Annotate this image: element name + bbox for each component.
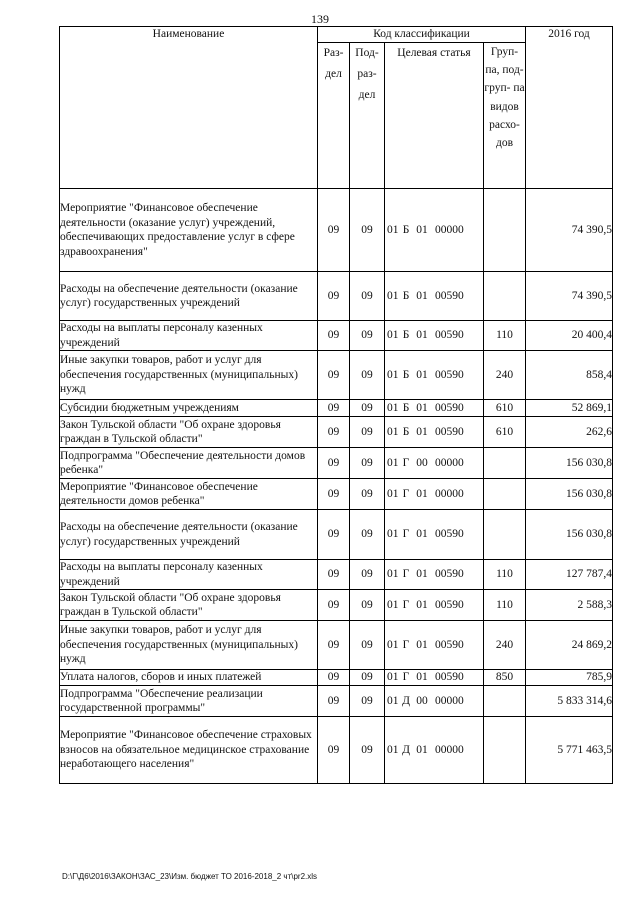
row-section: 09 <box>318 621 350 670</box>
row-section: 09 <box>318 510 350 560</box>
row-group: 850 <box>484 670 526 686</box>
budget-table <box>59 26 613 784</box>
target-direction: 00000 <box>435 694 464 707</box>
row-target <box>385 351 484 400</box>
target-subprogram: Д <box>402 694 410 707</box>
file-path-footer: D:\Г\Д6\2016\ЗАКОН\ЗАС_23\Изм. бюджет ТО 2016-2018_2 чт\pr2.xls <box>62 872 318 881</box>
row-target <box>385 448 484 479</box>
row-group <box>484 448 526 479</box>
header-target: Целевая статья <box>385 43 484 189</box>
target-program: 01 <box>387 425 399 438</box>
row-amount: 2 588,3 <box>526 590 613 621</box>
target-subprogram: Б <box>402 223 410 236</box>
row-target <box>385 400 484 417</box>
row-subsection: 09 <box>350 590 385 621</box>
target-event: 01 <box>416 568 428 581</box>
target-direction: 00590 <box>435 638 464 651</box>
row-name: Подпрограмма "Обеспечение реализации государственной программы" <box>60 686 318 717</box>
row-group <box>484 272 526 321</box>
table-row <box>60 321 613 351</box>
row-subsection: 09 <box>350 189 385 272</box>
row-section: 09 <box>318 417 350 448</box>
table-row <box>60 189 613 272</box>
target-program: 01 <box>387 568 399 581</box>
row-amount: 74 390,5 <box>526 189 613 272</box>
target-direction: 00590 <box>435 425 464 438</box>
target-program: 01 <box>387 528 399 541</box>
target-program: 01 <box>387 638 399 651</box>
header-name: Наименование <box>60 27 318 189</box>
header-subsection: Под- раз- дел <box>350 43 385 189</box>
row-amount: 24 869,2 <box>526 621 613 670</box>
row-target <box>385 272 484 321</box>
row-amount: 5 771 463,5 <box>526 717 613 784</box>
table-row <box>60 417 613 448</box>
target-event: 01 <box>416 671 428 684</box>
header-classification: Код классификации <box>318 27 526 43</box>
target-program: 01 <box>387 487 399 500</box>
target-program: 01 <box>387 598 399 611</box>
table-row <box>60 686 613 717</box>
row-section: 09 <box>318 351 350 400</box>
table-header <box>60 27 613 189</box>
row-name: Расходы на выплаты персоналу казенных учреждений <box>60 321 318 351</box>
target-subprogram: Б <box>402 289 410 302</box>
row-target <box>385 686 484 717</box>
target-event: 01 <box>416 329 428 342</box>
target-event: 01 <box>416 598 428 611</box>
row-section: 09 <box>318 272 350 321</box>
header-group: Груп- па, под- груп- па видов расхо- дов <box>484 43 526 189</box>
row-group: 110 <box>484 321 526 351</box>
row-target <box>385 321 484 351</box>
row-group: 240 <box>484 351 526 400</box>
row-name: Расходы на выплаты персоналу казенных учреждений <box>60 560 318 590</box>
target-subprogram: Г <box>402 638 410 651</box>
target-event: 01 <box>416 368 428 381</box>
row-subsection: 09 <box>350 417 385 448</box>
row-amount: 858,4 <box>526 351 613 400</box>
row-amount: 262,6 <box>526 417 613 448</box>
row-target <box>385 590 484 621</box>
row-group: 110 <box>484 590 526 621</box>
row-section: 09 <box>318 321 350 351</box>
row-section: 09 <box>318 560 350 590</box>
target-subprogram: Г <box>402 598 410 611</box>
row-name: Закон Тульской области "Об охране здоровья граждан в Тульской области" <box>60 417 318 448</box>
row-amount: 156 030,8 <box>526 479 613 510</box>
target-direction: 00000 <box>435 743 464 756</box>
target-subprogram: Б <box>402 401 410 414</box>
row-target <box>385 670 484 686</box>
row-name: Мероприятие "Финансовое обеспечение деятельности домов ребенка" <box>60 479 318 510</box>
table-row <box>60 590 613 621</box>
target-subprogram: Г <box>402 671 410 684</box>
row-name: Субсидии бюджетным учреждениям <box>60 400 318 417</box>
row-amount: 127 787,4 <box>526 560 613 590</box>
row-group: 610 <box>484 417 526 448</box>
row-target <box>385 621 484 670</box>
target-program: 01 <box>387 289 399 302</box>
target-event: 00 <box>416 694 428 707</box>
row-subsection: 09 <box>350 400 385 417</box>
target-direction: 00590 <box>435 671 464 684</box>
target-program: 01 <box>387 401 399 414</box>
target-program: 01 <box>387 743 399 756</box>
row-group: 240 <box>484 621 526 670</box>
row-group <box>484 479 526 510</box>
row-section: 09 <box>318 479 350 510</box>
table-row <box>60 351 613 400</box>
row-section: 09 <box>318 400 350 417</box>
table-row <box>60 717 613 784</box>
row-subsection: 09 <box>350 448 385 479</box>
target-event: 00 <box>416 456 428 469</box>
row-target <box>385 560 484 590</box>
target-program: 01 <box>387 223 399 236</box>
row-group: 110 <box>484 560 526 590</box>
table-body <box>60 189 613 784</box>
target-direction: 00590 <box>435 598 464 611</box>
header-section: Раз- дел <box>318 43 350 189</box>
target-direction: 00590 <box>435 329 464 342</box>
target-program: 01 <box>387 671 399 684</box>
row-subsection: 09 <box>350 351 385 400</box>
target-direction: 00590 <box>435 401 464 414</box>
target-program: 01 <box>387 694 399 707</box>
table-row <box>60 448 613 479</box>
target-program: 01 <box>387 368 399 381</box>
target-subprogram: Б <box>402 425 410 438</box>
row-name: Подпрограмма "Обеспечение деятельности домов ребенка" <box>60 448 318 479</box>
row-section: 09 <box>318 686 350 717</box>
target-direction: 00590 <box>435 368 464 381</box>
target-event: 01 <box>416 743 428 756</box>
target-direction: 00590 <box>435 568 464 581</box>
row-amount: 20 400,4 <box>526 321 613 351</box>
target-subprogram: Б <box>402 368 410 381</box>
target-subprogram: Г <box>402 487 410 500</box>
row-subsection: 09 <box>350 621 385 670</box>
target-event: 01 <box>416 528 428 541</box>
target-subprogram: Г <box>402 568 410 581</box>
target-direction: 00590 <box>435 289 464 302</box>
row-section: 09 <box>318 670 350 686</box>
row-name: Расходы на обеспечение деятельности (оказание услуг) государственных учреждений <box>60 510 318 560</box>
row-target <box>385 417 484 448</box>
row-subsection: 09 <box>350 670 385 686</box>
header-year: 2016 год <box>526 27 613 189</box>
row-group: 610 <box>484 400 526 417</box>
row-subsection: 09 <box>350 272 385 321</box>
row-name: Расходы на обеспечение деятельности (оказание услуг) государственных учреждений <box>60 272 318 321</box>
row-amount: 785,9 <box>526 670 613 686</box>
row-subsection: 09 <box>350 510 385 560</box>
target-direction: 00000 <box>435 223 464 236</box>
target-subprogram: Б <box>402 329 410 342</box>
row-section: 09 <box>318 717 350 784</box>
row-target <box>385 189 484 272</box>
target-subprogram: Г <box>402 456 410 469</box>
target-event: 01 <box>416 289 428 302</box>
row-amount: 52 869,1 <box>526 400 613 417</box>
target-direction: 00000 <box>435 456 464 469</box>
target-event: 01 <box>416 487 428 500</box>
page-number: 139 <box>311 12 329 26</box>
row-amount: 5 833 314,6 <box>526 686 613 717</box>
row-section: 09 <box>318 189 350 272</box>
row-group <box>484 686 526 717</box>
target-event: 01 <box>416 223 428 236</box>
row-target <box>385 717 484 784</box>
target-program: 01 <box>387 456 399 469</box>
row-subsection: 09 <box>350 560 385 590</box>
row-amount: 74 390,5 <box>526 272 613 321</box>
row-subsection: 09 <box>350 686 385 717</box>
row-section: 09 <box>318 590 350 621</box>
target-event: 01 <box>416 638 428 651</box>
row-name: Иные закупки товаров, работ и услуг для обеспечения государственных (муниципальных) нужд <box>60 351 318 400</box>
row-group <box>484 510 526 560</box>
row-subsection: 09 <box>350 717 385 784</box>
target-subprogram: Г <box>402 528 410 541</box>
row-name: Мероприятие "Финансовое обеспечение деятельности (оказание услуг) учреждений, обеспечивающих предоставление услуг в сфере здравоохранения" <box>60 189 318 272</box>
target-event: 01 <box>416 401 428 414</box>
row-group <box>484 717 526 784</box>
row-target <box>385 479 484 510</box>
table-row <box>60 479 613 510</box>
row-target <box>385 510 484 560</box>
row-name: Иные закупки товаров, работ и услуг для обеспечения государственных (муниципальных) нужд <box>60 621 318 670</box>
target-program: 01 <box>387 329 399 342</box>
table-row <box>60 510 613 560</box>
table-row <box>60 400 613 417</box>
row-amount: 156 030,8 <box>526 448 613 479</box>
table-row <box>60 272 613 321</box>
row-amount: 156 030,8 <box>526 510 613 560</box>
target-subprogram: Д <box>402 743 410 756</box>
table-row <box>60 621 613 670</box>
row-subsection: 09 <box>350 321 385 351</box>
row-name: Уплата налогов, сборов и иных платежей <box>60 670 318 686</box>
table-row <box>60 670 613 686</box>
row-name: Мероприятие "Финансовое обеспечение страховых взносов на обязательное медицинское страхование неработающего населения" <box>60 717 318 784</box>
target-event: 01 <box>416 425 428 438</box>
target-direction: 00590 <box>435 528 464 541</box>
row-group <box>484 189 526 272</box>
row-name: Закон Тульской области "Об охране здоровья граждан в Тульской области" <box>60 590 318 621</box>
table-row <box>60 560 613 590</box>
target-direction: 00000 <box>435 487 464 500</box>
row-subsection: 09 <box>350 479 385 510</box>
row-section: 09 <box>318 448 350 479</box>
